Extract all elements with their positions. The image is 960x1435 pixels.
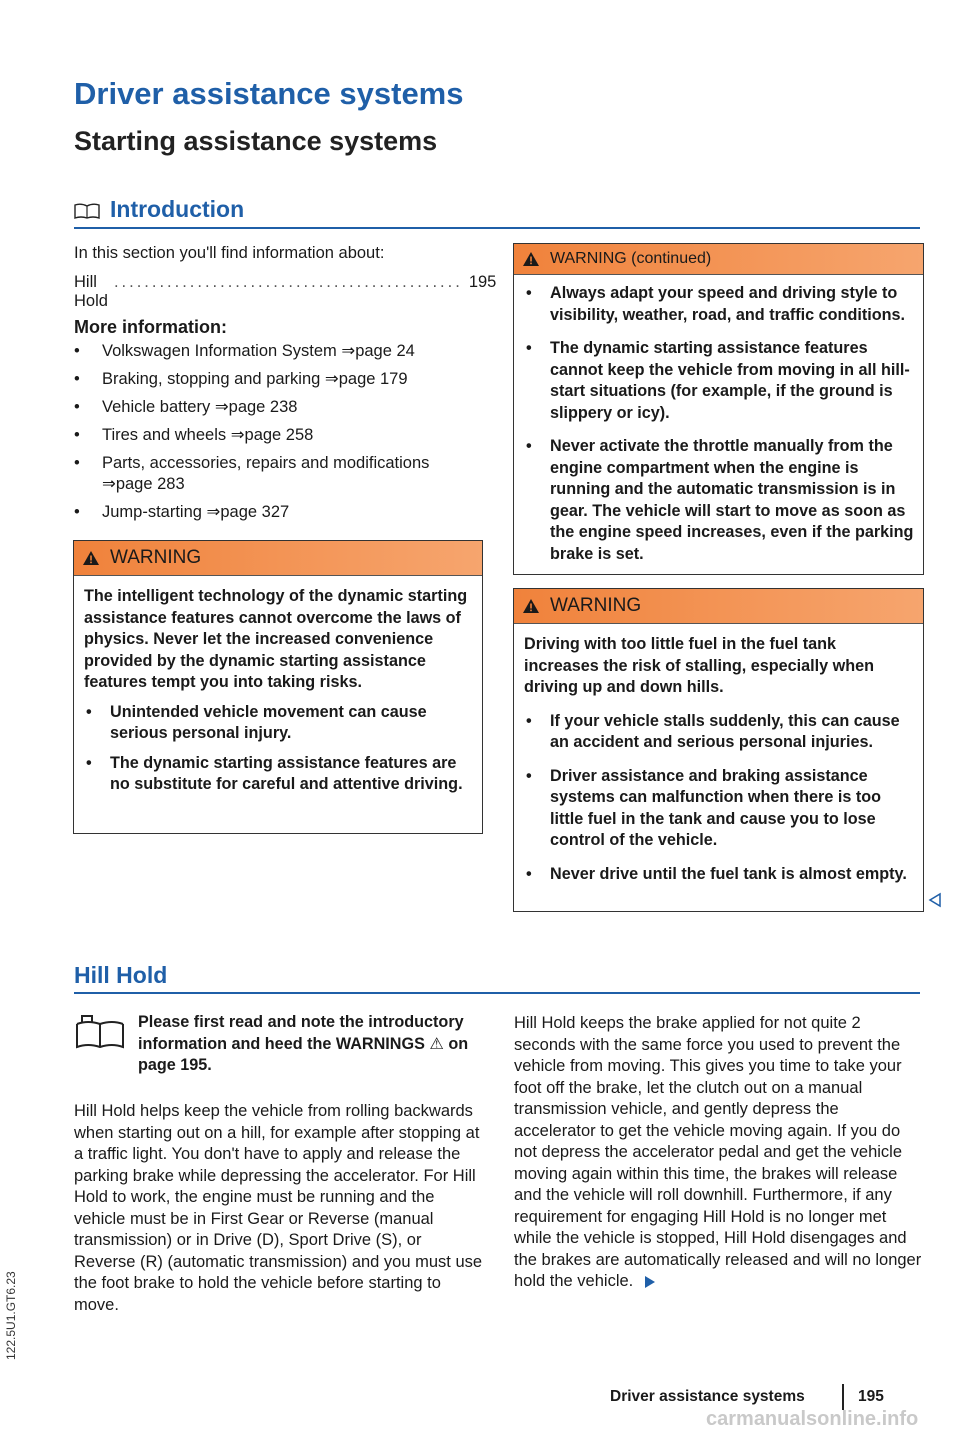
hill-hold-rule [74,992,920,994]
document-code-text: 122.5U1.GT6.23 [4,1271,18,1360]
read-first-note [74,1012,484,1077]
warning-text: Driving with too little fuel in the fuel tank increases the risk of stalling, especially when driving up and down hills. [524,635,874,696]
footer-page-number: 195 [858,1388,884,1405]
warning-bullet: • Unintended vehicle movement can cause serious personal injury. [84,702,474,745]
reference-item[interactable]: • Volkswagen Information System ⇒page 24 [74,341,484,362]
warning-box-physics [73,540,483,834]
more-information-heading: More information: [74,317,227,337]
warning-text: The intelligent technology of the dynamic starting assistance features cannot overcome the laws of physics. Never let the increased convenience provided by the dynamic starting assistance features tempt you into taking risks. [84,587,468,691]
warning-header [514,244,923,275]
reference-item[interactable]: • Tires and wheels ⇒page 258 [74,425,484,446]
watermark: carmanualsonline.info [706,1408,919,1430]
warning-box-fuel [513,588,924,912]
warning-bullet: • If your vehicle stalls suddenly, this can cause an accident and serious personal injuries. [524,711,915,754]
warning-box-continued [513,243,924,575]
introduction-rule [74,227,920,229]
hill-hold-paragraph-right-text: Hill Hold keeps the brake applied for not quite 2 seconds with the same force you used to prevent the vehicle from moving. This gives you time to take your foot off the brake, let the clutch out on a manual transmission vehicle, and gently depress the accelerator to get the vehicle moving again. If you do not depress the accelerator pedal and get the vehicle moving again within this time, the brakes will release and the vehicle will roll downhill. Furthermore, if any requirement for engaging Hill Hold is no longer met while the vehicle is stopped, Hill Hold disengages and the brakes are automatically released and will no longer hold the vehicle. [514,1014,922,1290]
footer-chapter-title: Driver assistance systems [610,1388,805,1405]
toc-leader-dots: .............................................. [113,273,463,291]
hill-hold-paragraph-left: Hill Hold helps keep the vehicle from rolling backwards when starting out on a hill, for example after stopping at a traffic light. You don't have to apply and release the parking brake while depressing the accelerator. For Hill Hold to work, the engine must be running and the vehicle must be in First Gear or Reverse (manual transmission) or in Drive (D), Sport Drive (S), or Reverse (R) (automatic transmission) and you must use the foot brake to hold the vehicle before starting to move. [74,1102,483,1314]
footer-divider [842,1384,844,1410]
warning-header [74,541,482,576]
warning-bullet: • Always adapt your speed and driving style to visibility, weather, road, and traffic conditions. [524,283,915,326]
warning-triangle-icon [522,598,540,614]
warning-header [514,589,923,624]
warning-label: WARNING (continued) [550,250,712,267]
warning-bullet: • The dynamic starting assistance features are no substitute for careful and attentive driving. [84,753,474,796]
warning-triangle-icon [522,251,540,267]
continued-arrow-icon [645,1276,655,1288]
reference-item[interactable]: • Vehicle battery ⇒page 238 [74,397,484,418]
warning-bullet: • Never drive until the fuel tank is almost empty. [524,864,915,886]
warning-bullet: • The dynamic starting assistance features cannot keep the vehicle from moving in all hill-start situations (for example, if the ground is slippery or icy). [524,338,915,424]
chapter-title: Driver assistance systems [74,76,464,111]
warning-bullet: • Never activate the throttle manually from the engine compartment when the engine is running and the automatic transmission is in gear. The vehicle will start to move as soon as the engine speed increases, even if the parking brake is set. [524,436,915,565]
toc-page: 195 [468,273,497,291]
warning-label: WARNING [110,547,202,568]
hill-hold-paragraph-right [514,1013,922,1293]
section-title: Starting assistance systems [74,126,438,156]
introduction-heading [74,196,244,223]
read-first-note-text: Please first read and note the introductory information and heed the WARNINGS ⚠ on page 195. [138,1013,469,1074]
reference-item[interactable]: • Braking, stopping and parking ⇒page 179 [74,369,484,390]
hill-hold-heading: Hill Hold [74,962,168,988]
reference-item[interactable]: • Parts, accessories, repairs and modifications ⇒page 283 [74,453,484,495]
introduction-heading-label: Introduction [110,196,245,222]
warning-bullet: • Driver assistance and braking assistance systems can malfunction when there is too little fuel in the tank and cause you to lose control of the vehicle. [524,766,915,852]
document-code [4,1230,24,1360]
reference-list [74,341,484,530]
warning-triangle-icon [82,550,100,566]
toc-entry-hill-hold[interactable] [74,273,497,311]
open-book-icon [74,1012,126,1050]
toc-label: Hill Hold [74,273,108,310]
intro-lead: In this section you'll find information about: [74,244,385,262]
warning-label: WARNING [550,595,642,616]
book-icon [74,203,100,219]
reference-item[interactable]: • Jump-starting ⇒page 327 [74,502,484,523]
section-end-triangle-icon [928,893,942,907]
